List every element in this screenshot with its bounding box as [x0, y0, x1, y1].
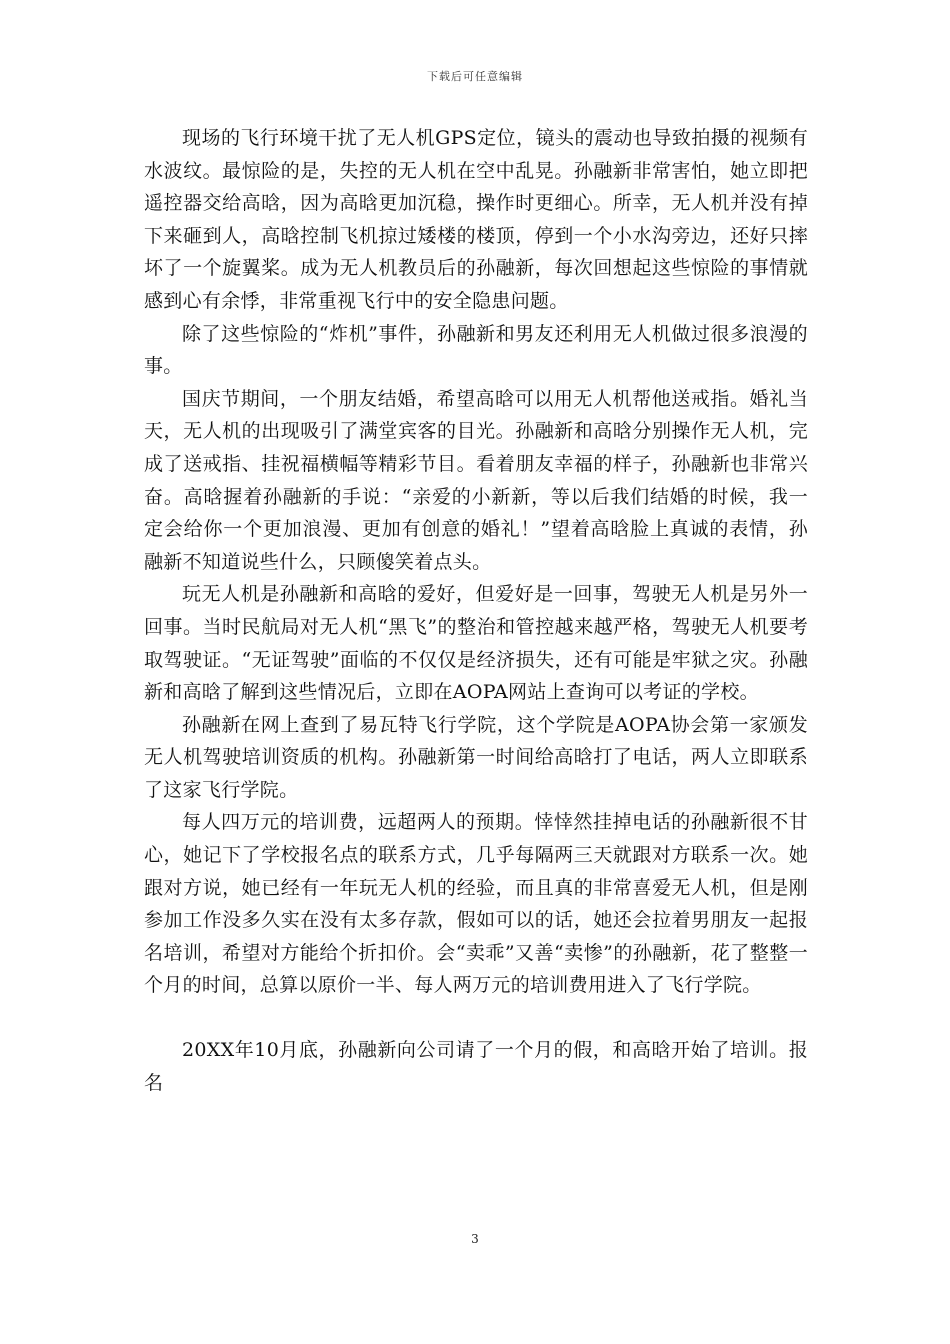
page-number: 3 — [471, 1232, 479, 1246]
paragraph: 孙融新在网上查到了易瓦特飞行学院，这个学院是AOPA协会第一家颁发无人机驾驶培训资质的机构。孙融新第一时间给高晗打了电话，两人立即联系了这家飞行学院。 — [144, 713, 808, 801]
page-header: 下载后可任意编辑 — [427, 70, 523, 83]
paragraph: 每人四万元的培训费，远超两人的预期。悻悻然挂掉电话的孙融新很不甘心，她记下了学校报名点的联系方式，几乎每隔两三天就跟对方联系一次。她跟对方说，她已经有一年玩无人机的经验，而且真的非常喜爱无人机，但是刚参加工作没多久实在没有太多存款，假如可以的话，她还会拉着男朋友一起报名培训，希望对方能给个折扣价。会“卖乖”又善“卖惨”的孙融新，花了整整一个月的时间，总算以原价一半、每人两万元的培训费用进入了飞行学院。 — [144, 811, 808, 997]
paragraph: 国庆节期间，一个朋友结婚，希望高晗可以用无人机帮他送戒指。婚礼当天，无人机的出现吸引了满堂宾客的目光。孙融新和高晗分别操作无人机，完成了送戒指、挂祝福横幅等精彩节目。看着朋友幸福的样子，孙融新也非常兴奋。高晗握着孙融新的手说：“亲爱的小新新，等以后我们结婚的时候，我一定会给你一个更加浪漫、更加有创意的婚礼！”望着高晗脸上真诚的表情，孙融新不知道说些什么，只顾傻笑着点头。 — [144, 387, 808, 573]
document-body — [144, 122, 808, 1099]
paragraph: 现场的飞行环境干扰了无人机GPS定位，镜头的震动也导致拍摄的视频有水波纹。最惊险的是，失控的无人机在空中乱晃。孙融新非常害怕，她立即把遥控器交给高晗，因为高晗更加沉稳，操作时更细心。所幸，无人机并没有掉下来砸到人，高晗控制飞机掠过矮楼的楼顶，停到一个小水沟旁边，还好只摔坏了一个旋翼桨。成为无人机教员后的孙融新，每次回想起这些惊险的事情就感到心有余悸，非常重视飞行中的安全隐患问题。 — [144, 127, 808, 312]
paragraph: 20XX年10月底，孙融新向公司请了一个月的假，和高晗开始了培训。报名 — [144, 1039, 808, 1094]
paragraph: 除了这些惊险的“炸机”事件，孙融新和男友还利用无人机做过很多浪漫的事。 — [144, 322, 808, 378]
paragraph: 玩无人机是孙融新和高晗的爱好，但爱好是一回事，驾驶无人机是另外一回事。当时民航局对无人机“黑飞”的整治和管控越来越严格，驾驶无人机要考取驾驶证。“无证驾驶”面临的不仅仅是经济损失，还有可能是牢狱之灾。孙融新和高晗了解到这些情况后，立即在AOPA网站上查询可以考证的学校。 — [144, 583, 808, 704]
paragraph-spacer — [144, 1002, 808, 1034]
